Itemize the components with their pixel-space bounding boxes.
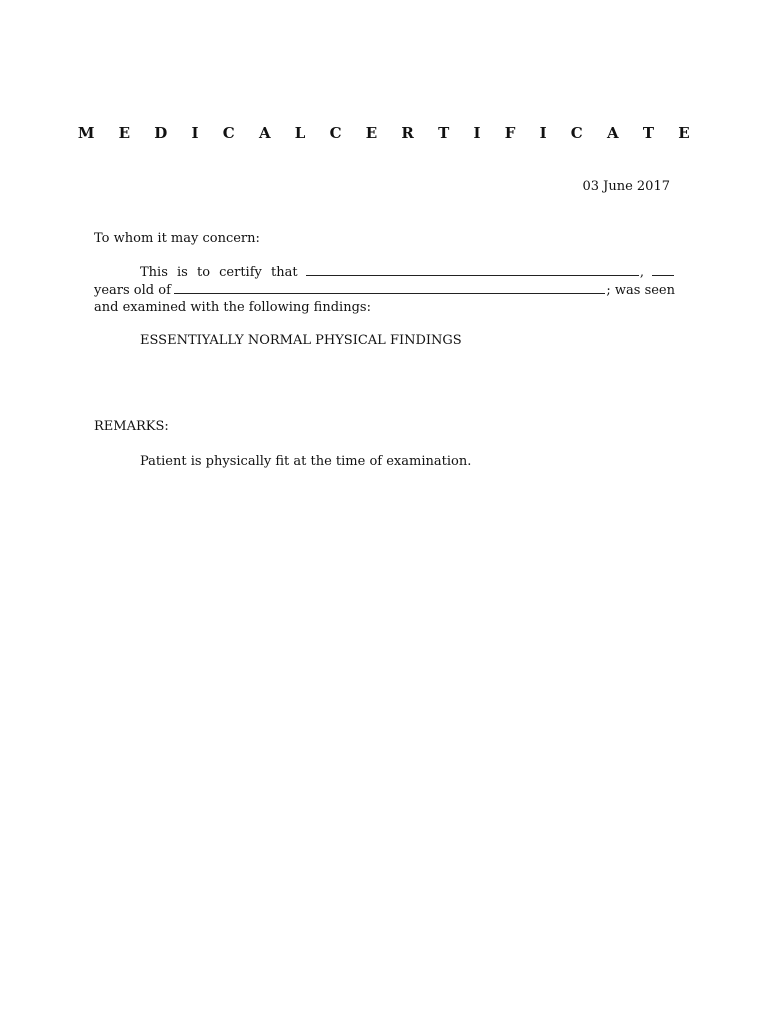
years-line [94,282,675,300]
findings-text: ESSENTIYALLY NORMAL PHYSICAL FINDINGS [140,333,462,348]
certify-prefix: This is to certify that [140,265,298,280]
comma: , [639,265,644,280]
address-blank [174,282,605,294]
certify-line [94,264,675,282]
years-old-of: years old of [94,282,171,298]
examined-text: and examined with the following findings: [94,300,371,315]
examined-line [94,299,675,317]
document-title: M E D I C A L C E R T I F I C A T E [77,124,700,142]
age-blank [652,264,674,276]
certification-paragraph [94,264,675,317]
salutation: To whom it may concern: [94,231,260,246]
was-seen-text: ; was seen [606,282,675,298]
remarks-text: Patient is physically fit at the time of examination. [140,454,472,469]
certificate-date: 03 June 2017 [582,179,670,194]
remarks-label: REMARKS: [94,419,169,434]
patient-name-blank [306,264,639,276]
